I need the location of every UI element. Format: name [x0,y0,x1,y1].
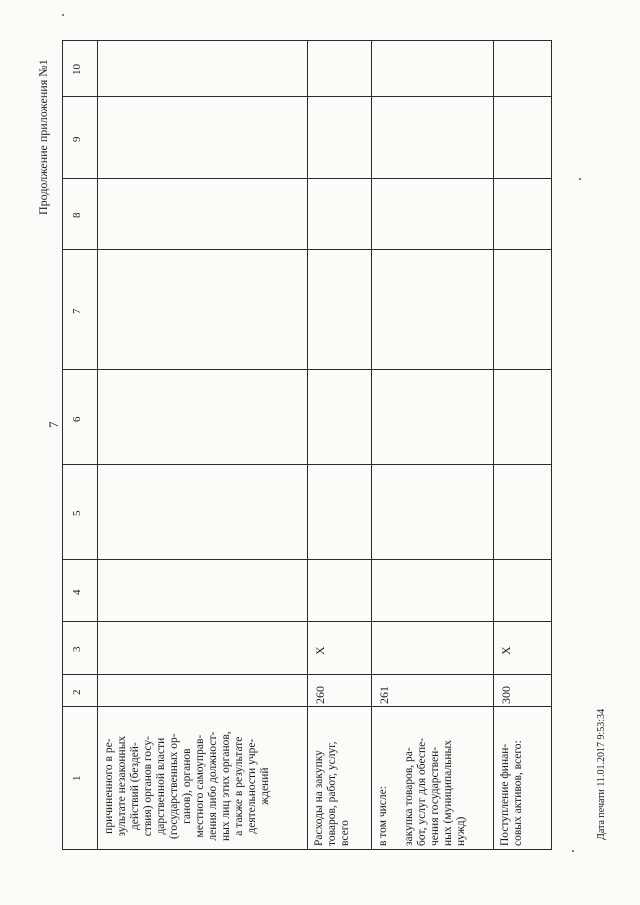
column-number-6: 6 [71,416,83,422]
row-code-cell: 261 [377,686,391,704]
column-number-8: 8 [71,212,83,218]
column-number-2: 2 [71,689,83,695]
scan-speck [579,178,581,180]
column-divider [63,706,551,707]
financial-table [62,40,552,850]
page-number: 7 [46,421,61,428]
column-number-7: 7 [71,308,83,314]
row-mark-cell: X [499,646,513,655]
column-divider [63,674,551,675]
row-mark-cell: X [313,646,327,655]
column-divider [63,178,551,179]
column-divider [63,96,551,97]
row-divider [371,41,372,849]
row-name-cell: Поступление финан- совых активов, всего: [499,740,524,846]
column-number-1: 1 [71,775,83,781]
row-name-cell: Расходы на закупку товаров, работ, услуг, всего [313,741,351,846]
row-code-cell: 300 [499,686,513,704]
column-divider [63,559,551,560]
column-divider [63,621,551,622]
column-number-5: 5 [71,510,83,516]
scan-speck [572,850,574,852]
column-number-3: 3 [71,646,83,652]
continuation-label: Продолжение приложения №1 [36,59,50,215]
column-divider [63,249,551,250]
header-row-divider [97,41,98,849]
column-divider [63,464,551,465]
row-name-cell: причиненного в ре- зультате незаконных действий (бездей- ствия) органов госу- дарственной власти (государственных ор- ганов), органов местного самоуправ- ления либо должност- ных лиц этих органов, а также в результате деятельности учре- ждений [103,731,271,841]
row-divider [307,41,308,849]
column-number-4: 4 [71,589,83,595]
column-number-10: 10 [71,64,83,75]
row-name-cell: в том числе: закупка товаров, ра- бот, услуг для обеспе- чения государствен- ных (муниципальных нужд) [377,737,467,846]
scan-speck [62,14,64,16]
column-number-9: 9 [71,136,83,142]
print-date: Дата печати 11.01.2017 9:53:34 [596,708,607,840]
column-divider [63,369,551,370]
row-divider [493,41,494,849]
row-code-cell: 260 [313,686,327,704]
